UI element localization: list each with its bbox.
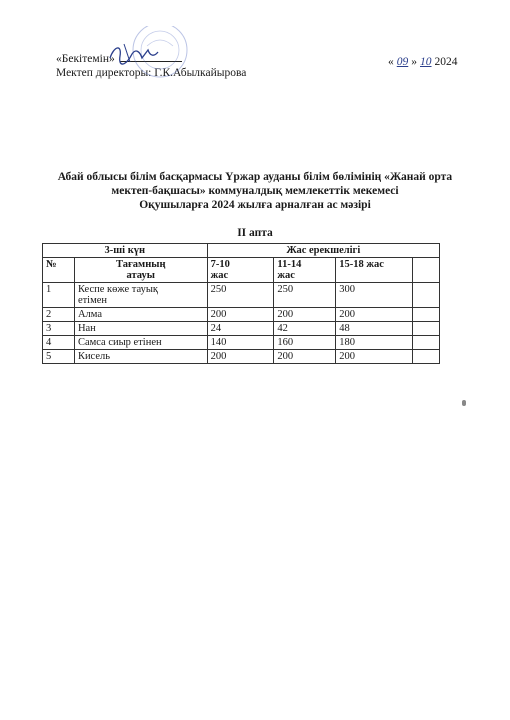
table-row: 3 Нан 24 42 48: [43, 322, 440, 336]
table-row: 2 Алма 200 200 200: [43, 308, 440, 322]
day-label: 3-ші күн: [43, 244, 208, 258]
table-header-columns: [43, 258, 440, 283]
col-num: №: [43, 258, 75, 283]
date-day: 09: [396, 56, 409, 68]
approval-label: «Бекітемін»: [56, 53, 115, 65]
table-row: 4 Самса сиыр етінен 140 160 180: [43, 336, 440, 350]
date-month: 10: [420, 56, 432, 68]
col-empty: [413, 258, 440, 283]
col-dish: Тағамның атауы: [74, 258, 207, 283]
col-age-7-10: 7-10 жас: [207, 258, 274, 283]
date-year: 2024: [434, 56, 458, 68]
document-title: Абай облысы білім басқармасы Үржар ауданы білім бөлімінің «Жанай орта мектеп-бақшасы» коммуналдық мемлекеттік мекемесі Оқушыларға 2024 жылға арналған ас мәзірі: [57, 171, 453, 211]
col-age-15-18: 15-18 жас: [336, 258, 413, 283]
menu-table: [42, 243, 440, 364]
col-age-11-14: 11-14 жас: [274, 258, 336, 283]
table-header-group: [43, 244, 440, 258]
table-row: 1 Кеспе көже тауық етімен 250 250 300: [43, 283, 440, 308]
signature-icon: [110, 44, 158, 64]
director-line: Мектеп директоры: Г.К.Абылкайырова: [56, 67, 247, 79]
table-row: 5 Кисель 200 200 200: [43, 350, 440, 364]
age-group-label: Жас ерекшелігі: [207, 244, 439, 258]
round-stamp-icon: [52, 26, 212, 86]
week-label: II апта: [237, 227, 273, 239]
scan-mark: [462, 400, 466, 406]
approval-date: « 09 » 10 2024: [388, 56, 458, 68]
